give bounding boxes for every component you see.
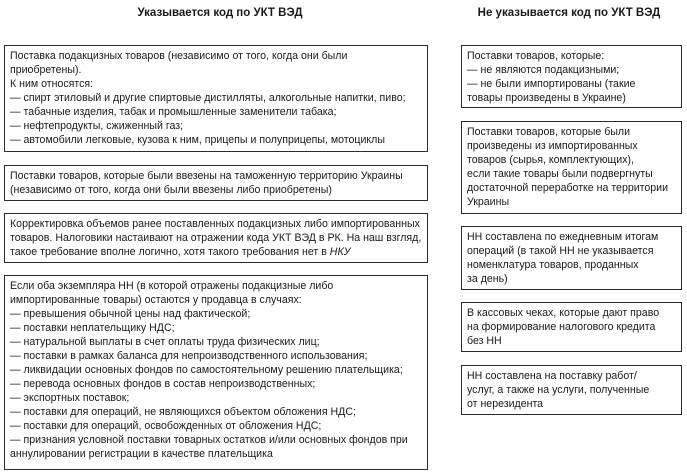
text-line: от нерезидента — [467, 398, 544, 410]
box-non-excise-goods — [461, 45, 682, 108]
text-line: — не были импортированы (такие — [467, 78, 636, 90]
text-line: — признания условной поставки товарных остатков и/или основных фондов при — [10, 434, 408, 446]
text-line: — не являются подакцизными; — [467, 64, 620, 76]
text-segment: такое требование вполне логично, хотя такого требования нет в — [10, 246, 330, 258]
text-line: НН составлена на поставку работ/ — [467, 370, 637, 382]
text-line: В кассовых чеках, которые дают право — [467, 307, 660, 319]
text-line: — автомобили легковые, кузова к ним, прицепы и полуприцепы, мотоциклы — [10, 134, 385, 146]
text-line: — поставки в рамках баланса для непроизводственного использования; — [10, 350, 368, 362]
text-line: — поставки для операций, освобожденных от обложения НДС; — [10, 420, 322, 432]
text-line: Украины — [467, 196, 510, 208]
text-line: за день) — [467, 273, 508, 285]
nku-abbreviation: НКУ — [329, 246, 351, 258]
text-line: НН составлена по ежедневным итогам — [467, 231, 659, 243]
text-line: (независимо от того, когда они были ввезены либо приобретены) — [10, 184, 332, 196]
text-line: Поставки товаров, которые были ввезены на таможенную территорию Украины — [10, 170, 403, 182]
box-processed-goods — [461, 121, 682, 214]
text-line: товары произведены в Украине) — [467, 92, 626, 104]
text-line: — табачные изделия, табак и промышленные заменители табака; — [10, 106, 337, 118]
box-imported-goods — [4, 165, 428, 201]
text-line: Поставки товаров, которые были — [467, 126, 631, 138]
text-line: К ним относятся: — [10, 78, 94, 90]
text-line: — нефтепродукты, сжиженный газ; — [10, 120, 184, 132]
box-daily-total-invoice — [461, 226, 682, 290]
text-line: Поставка подакцизных товаров (независимо от того, когда они были — [10, 50, 348, 62]
text-line: достаточной переработке на территории — [467, 182, 669, 194]
text-line: товаров (сырья, комплектующих), — [467, 154, 634, 166]
box-excise-goods — [4, 45, 428, 152]
text-line: Поставки товаров, которые: — [467, 50, 605, 62]
left-column-header: Указывается код по УКТ ВЭД — [137, 7, 303, 19]
text-line: товаров. Налоговики настаивают на отражении кода УКТ ВЭД в РК. На наш взгляд, — [10, 232, 422, 244]
right-column-header: Не указывается код по УКТ ВЭД — [477, 7, 661, 19]
text-line: операций (в такой НН не указывается — [467, 245, 654, 257]
text-line: — превышения обычной цены над фактической; — [10, 308, 251, 320]
text-line: — перевода основных фондов в состав непроизводственных; — [10, 378, 316, 390]
text-line: — экспортных поставок; — [10, 392, 130, 404]
text-line: — натуральной выплаты в счет оплаты труда физических лиц; — [10, 336, 320, 348]
text-line: — спирт этиловый и другие спиртовые дистилляты, алкогольные напитки, пиво; — [10, 92, 406, 104]
text-line: на формирование налогового кредита — [467, 321, 656, 333]
box-services-invoice — [461, 365, 682, 415]
box-correction — [4, 213, 428, 263]
text-line: услуг, а также на услуги, полученные — [467, 384, 650, 396]
text-line: — ликвидации основных фондов по самостоятельному решению плательщика; — [10, 364, 403, 376]
text-line: приобретены). — [10, 64, 82, 76]
text-line: — поставки для операций, не являющихся объектом обложения НДС; — [10, 406, 356, 418]
text-line: аннулировании регистрации в качестве плательщика — [10, 448, 273, 460]
box-seller-keeps-copies — [4, 275, 428, 470]
text-line — [10, 245, 422, 259]
text-line: импортированные товары) остаются у продавца в случаях: — [10, 294, 302, 306]
box-cash-receipts — [461, 302, 682, 352]
text-line: — поставки неплательщику НДС; — [10, 322, 175, 334]
text-line: Корректировка объемов ранее поставленных подакцизных либо импортированных — [10, 218, 420, 230]
text-line: без НН — [467, 335, 502, 347]
text-line: произведены из импортированных — [467, 140, 638, 152]
text-line: номенклатура товаров, проданных — [467, 259, 639, 271]
text-line: Если оба экземпляра НН (в которой отражены подакцизные либо — [10, 280, 334, 292]
text-line: если такие товары были подвергнуты — [467, 168, 653, 180]
